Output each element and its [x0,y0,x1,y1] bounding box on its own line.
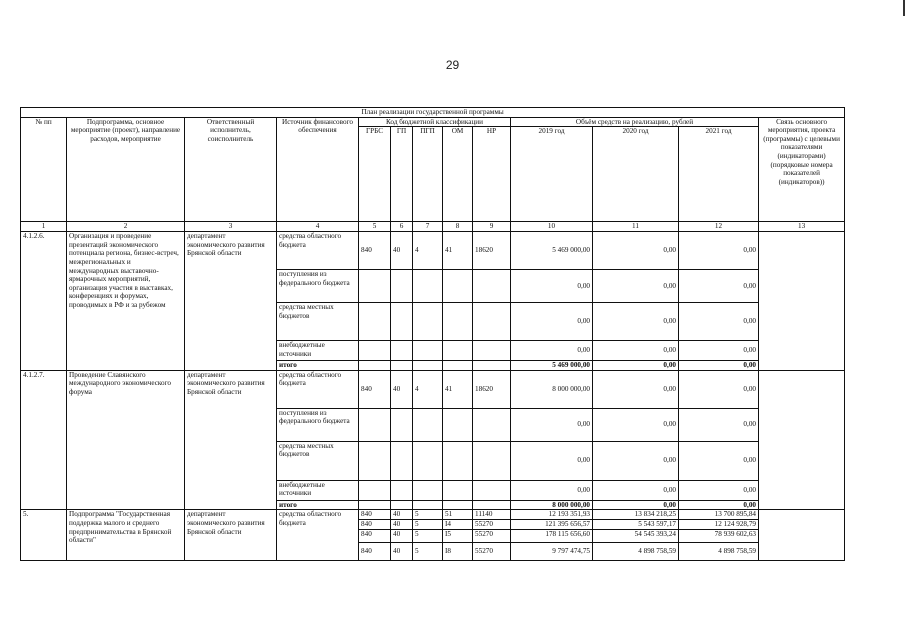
nr-code: 55270 [473,529,511,542]
grbs-code: 840 [359,370,391,408]
amount-2019: 5 469 000,00 [511,232,593,270]
measure-name: Подпрограмма "Государственная поддержка малого и среднего предпринимательства в Брянской области" [67,510,185,560]
grbs-header: ГРБС [359,127,391,222]
funding-source: средства местных бюджетов [277,441,359,480]
amount-2021: 0,00 [679,480,759,500]
funding-source: средства областного бюджета [277,510,359,560]
header-row-groups [21,117,845,127]
col-number: 11 [593,222,679,232]
amount-2020: 0,00 [593,408,679,441]
amount-2020: 5 543 597,17 [593,519,679,529]
total-label: итого [277,500,359,510]
measure-name: Проведение Славянского международного экономического форума [67,370,185,510]
col-number: 6 [391,222,413,232]
funding-source: внебюджетные источники [277,341,359,361]
amount-2021: 0,00 [679,341,759,361]
volume-header: Объём средств на реализацию, рублей [511,117,759,127]
amount-2019: 8 000 000,00 [511,370,593,408]
amount-2020: 0,00 [593,341,679,361]
funding-source: средства областного бюджета [277,370,359,408]
om-code: I8 [443,542,473,560]
amount-2019: 12 193 351,93 [511,510,593,520]
row-number: 4.1.2.6. [21,232,67,371]
col-number: 9 [473,222,511,232]
col-number: 2 [67,222,185,232]
amount-2021: 0,00 [679,232,759,270]
col-subprogram-header: Подпрограмма, основное мероприятие (проект), направление расходов, мероприятие [67,117,185,222]
amount-2020: 0,00 [593,441,679,480]
col-number: 5 [359,222,391,232]
col-number: 13 [759,222,845,232]
col-number: 7 [413,222,443,232]
total-label: итого [277,361,359,371]
table-row [21,370,845,408]
funding-source: внебюджетные источники [277,480,359,500]
plan-title: План реализации государственной программы [21,108,845,118]
header-row-title [21,108,845,118]
grbs-code: 840 [359,519,391,529]
amount-2019: 0,00 [511,303,593,341]
grbs-code: 840 [359,510,391,520]
om-code: 41 [443,370,473,408]
responsible-executor: департамент экономического развития Брянской области [185,232,277,371]
amount-2021: 0,00 [679,303,759,341]
pgp-code: 4 [413,370,443,408]
col-link-header: Связь основного мероприятия, проекта (программы) с целевыми показателями (индикаторами) (порядковые номера показателей (индикаторов)) [759,117,845,222]
amount-2019: 0,00 [511,341,593,361]
grbs-code: 840 [359,232,391,270]
funding-source: средства областного бюджета [277,232,359,270]
nr-header: НР [473,127,511,222]
gp-header: ГП [391,127,413,222]
row-number: 5. [21,510,67,560]
table-row [21,232,845,270]
funding-source: поступления из федерального бюджета [277,270,359,303]
amount-2020: 0,00 [593,232,679,270]
om-code: 41 [443,232,473,270]
amount-2020: 13 834 218,25 [593,510,679,520]
y2021-header: 2021 год [679,127,759,222]
gp-code: 40 [391,529,413,542]
nr-code: 55270 [473,542,511,560]
pgp-code: 4 [413,232,443,270]
indicator-link [759,232,845,371]
col-number: 3 [185,222,277,232]
gp-code: 40 [391,519,413,529]
col-source-header: Источник финансового обеспечения [277,117,359,222]
amount-2021: 12 124 928,79 [679,519,759,529]
col-number: 4 [277,222,359,232]
total-2019: 8 000 000,00 [511,500,593,510]
amount-2021: 0,00 [679,408,759,441]
amount-2020: 54 545 393,24 [593,529,679,542]
col-responsible-header: Ответственный исполнитель, соисполнитель [185,117,277,222]
indicator-link [759,370,845,510]
total-2020: 0,00 [593,500,679,510]
amount-2020: 0,00 [593,303,679,341]
amount-2020: 0,00 [593,480,679,500]
col-number: 12 [679,222,759,232]
total-2021: 0,00 [679,500,759,510]
om-header: ОМ [443,127,473,222]
responsible-executor: департамент экономического развития Брянской области [185,370,277,510]
amount-2021: 0,00 [679,270,759,303]
total-2019: 5 469 000,00 [511,361,593,371]
page-number: 29 [445,58,460,72]
table-row [21,510,845,520]
col-no-header: № пп [21,117,67,222]
grbs-code: 840 [359,529,391,542]
col-number: 8 [443,222,473,232]
funding-source: средства местных бюджетов [277,303,359,341]
amount-2019: 121 395 656,57 [511,519,593,529]
gp-code: 40 [391,510,413,520]
nr-code: 55270 [473,519,511,529]
om-code: I4 [443,519,473,529]
total-2020: 0,00 [593,361,679,371]
gp-code: 40 [391,542,413,560]
responsible-executor: департамент экономического развития Брянской области [185,510,277,560]
amount-2020: 0,00 [593,270,679,303]
pgp-code: 5 [413,529,443,542]
col-number: 10 [511,222,593,232]
indicator-link [759,510,845,560]
pgp-code: 5 [413,519,443,529]
plan-table [20,107,845,561]
amount-2019: 0,00 [511,480,593,500]
y2020-header: 2020 год [593,127,679,222]
amount-2020: 4 898 758,59 [593,542,679,560]
amount-2019: 0,00 [511,408,593,441]
amount-2020: 0,00 [593,370,679,408]
pgp-code: 5 [413,542,443,560]
col-number: 1 [21,222,67,232]
budget-code-header: Код бюджетной классификации [359,117,511,127]
amount-2019: 0,00 [511,270,593,303]
amount-2021: 0,00 [679,370,759,408]
funding-source: поступления из федерального бюджета [277,408,359,441]
nr-code: 11140 [473,510,511,520]
column-numbers-row [21,222,845,232]
amount-2019: 9 797 474,75 [511,542,593,560]
gp-code: 40 [391,232,413,270]
row-number: 4.1.2.7. [21,370,67,510]
pgp-code: 5 [413,510,443,520]
amount-2021: 4 898 758,59 [679,542,759,560]
nr-code: 18620 [473,370,511,408]
amount-2021: 0,00 [679,441,759,480]
gp-code: 40 [391,370,413,408]
om-code: I5 [443,529,473,542]
total-2021: 0,00 [679,361,759,371]
amount-2019: 0,00 [511,441,593,480]
amount-2021: 13 700 895,84 [679,510,759,520]
nr-code: 18620 [473,232,511,270]
amount-2019: 178 115 656,60 [511,529,593,542]
amount-2021: 78 939 602,63 [679,529,759,542]
om-code: 51 [443,510,473,520]
measure-name: Организация и проведение презентаций экономического потенциала региона, бизнес-встреч, межрегиональных и международных выставочно-ярмарочных мероприятий, организация участия в выставках, конференциях и форумах, проводимых в РФ и за рубежом [67,232,185,371]
grbs-code: 840 [359,542,391,560]
pgp-header: ПГП [413,127,443,222]
y2019-header: 2019 год [511,127,593,222]
